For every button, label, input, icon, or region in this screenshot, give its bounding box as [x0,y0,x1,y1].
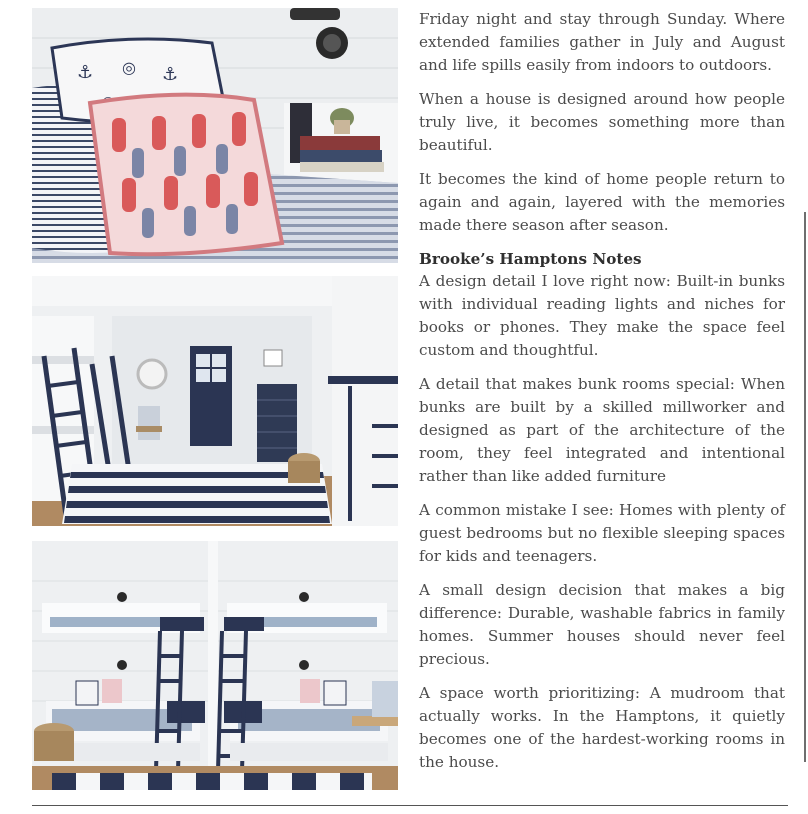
svg-text:⚓: ⚓ [162,64,179,85]
note-paragraph-1: A design detail I love right now: Built-in bunks with individual reading lights and niches for books or phones. They make the space feel custom and thoughtful. [419,272,785,359]
quad-bunk-room-photo [32,541,398,790]
bedroom-pillows-illustration [32,8,398,263]
svg-text:◎: ◎ [122,58,136,77]
intro-paragraph-3: It becomes the kind of home people return to again and again, layered with the memories made there season after season. [419,170,785,234]
intro-paragraph-2: When a house is designed around how people truly live, it becomes something more than beautiful. [419,90,785,154]
article-text-column [419,8,785,785]
bedroom-pillows-photo [32,8,398,263]
bunk-room-hallway-photo [32,276,398,526]
note-paragraph-2: A detail that makes bunk rooms special: When bunks are built by a skilled millworker and designed as part of the architecture of the room, they feel integrated and intentional rather than like added furniture [419,375,785,485]
note-paragraph-5: A space worth prioritizing: A mudroom that actually works. In the Hamptons, it quietly becomes one of the hardest-working rooms in the house. [419,684,785,771]
quad-bunk-room-illustration [32,541,398,790]
intro-paragraph-1: Friday night and stay through Sunday. Where extended families gather in July and August and life spills easily from indoors to outdoors. [419,10,785,74]
note-paragraph-4: A small design decision that makes a big difference: Durable, washable fabrics in family homes. Summer houses should never feel precious. [419,581,785,668]
note-paragraph-3: A common mistake I see: Homes with plenty of guest bedrooms but no flexible sleeping spaces for kids and teenagers. [419,501,785,565]
page-edge-line [804,212,806,762]
bunk-room-hallway-illustration [32,276,398,526]
notes-heading: Brooke’s Hamptons Notes [419,250,642,268]
bottom-divider [32,805,788,806]
svg-text:⚓: ⚓ [77,62,94,83]
